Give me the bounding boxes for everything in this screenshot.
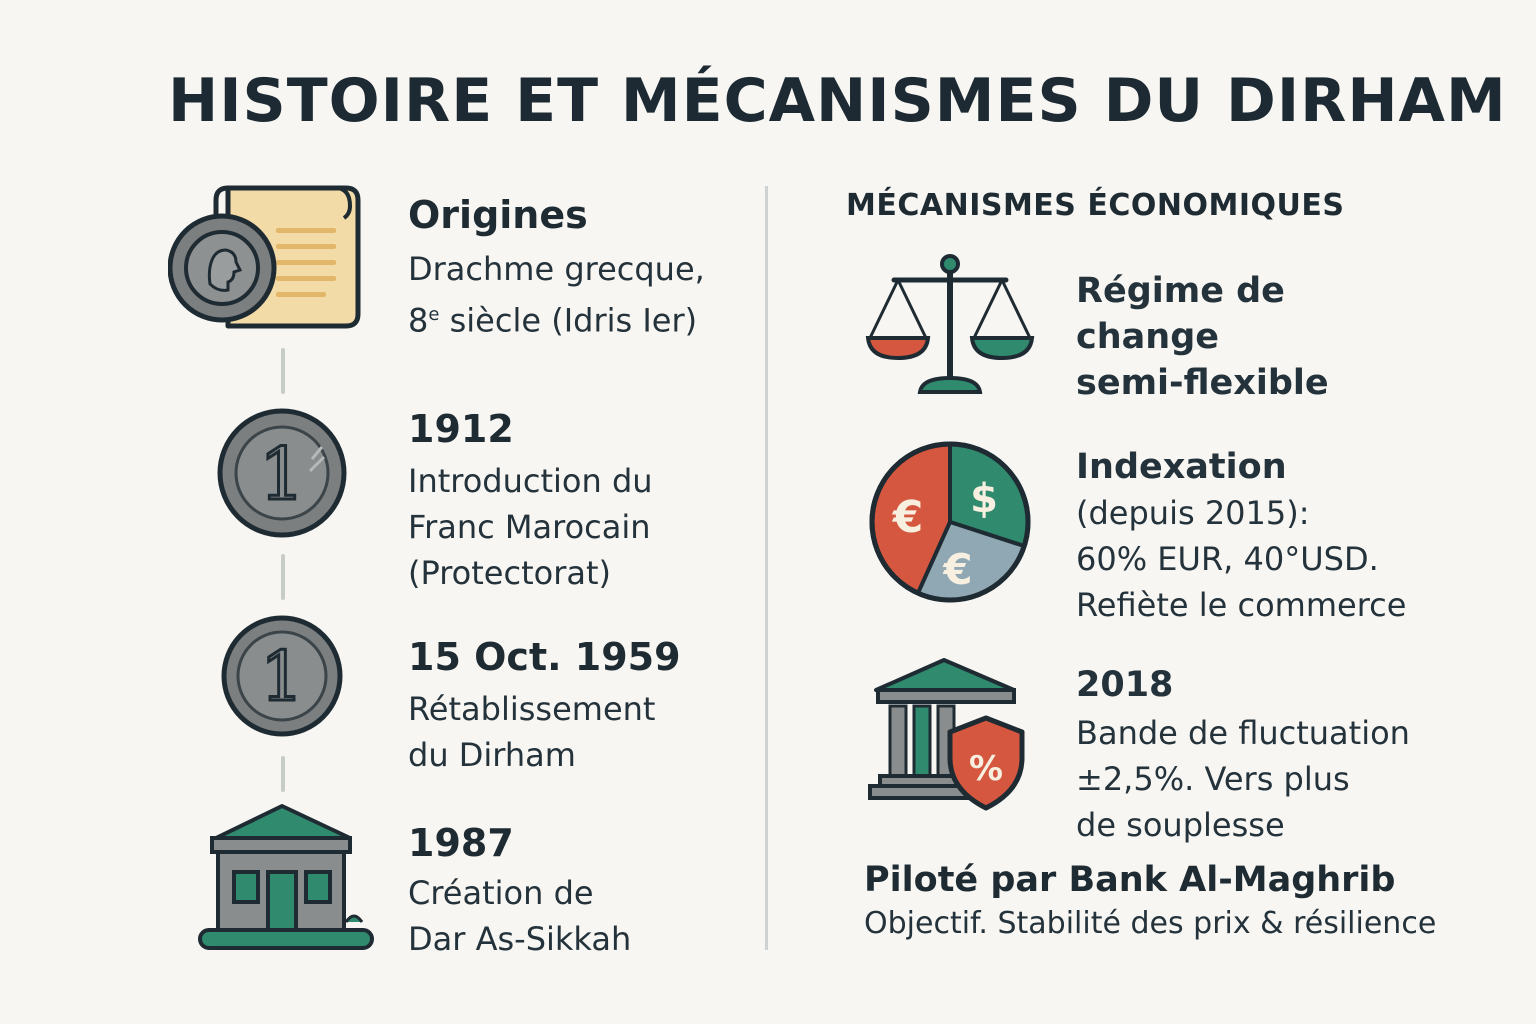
balance-scale-icon (864, 252, 1036, 400)
band-heading: 2018 (1076, 665, 1174, 705)
y1959-line-2: du Dirham (408, 736, 576, 774)
indexation-line-3: Refiète le commerce (1076, 586, 1407, 624)
bank-shield-icon (866, 656, 1028, 812)
y1912-line-1: Introduction du (408, 462, 653, 500)
svg-text:$: $ (970, 476, 998, 522)
mint-building-icon (196, 802, 376, 952)
origins-line-2: 8e siècle (Idris Ier) (408, 301, 698, 340)
svg-text:€: € (943, 545, 973, 594)
regime-line-1: Régime de (1076, 271, 1285, 311)
mechanisms-title: MÉCANISMES ÉCONOMIQUES (846, 188, 1345, 223)
y1987-line-2: Dar As-Sikkah (408, 920, 632, 958)
timeline-connector (281, 348, 285, 394)
y1912-line-3: (Protectorat) (408, 554, 611, 592)
timeline-connector (281, 554, 285, 600)
svg-text:%: % (968, 749, 1004, 789)
currency-pie-icon (868, 440, 1032, 604)
y1959-line-1: Rétablissement (408, 690, 656, 728)
timeline-connector (281, 756, 285, 792)
y1987-heading: 1987 (408, 821, 514, 865)
origins-heading: Origines (408, 193, 588, 237)
y1987-line-1: Création de (408, 874, 594, 912)
svg-text:€: € (892, 492, 924, 543)
pilot-heading: Piloté par Bank Al-Maghrib (864, 860, 1396, 900)
column-divider (765, 186, 768, 950)
band-line-2: ±2,5%. Vers plus (1076, 760, 1350, 798)
y1912-heading: 1912 (408, 407, 514, 451)
indexation-line-1: (depuis 2015): (1076, 494, 1310, 532)
coin-scroll-icon (168, 184, 364, 330)
coin-one-icon (220, 614, 344, 738)
origins-line-1: Drachme grecque, (408, 250, 705, 288)
regime-line-2: change (1076, 317, 1219, 357)
page-title: HISTOIRE ET MÉCANISMES DU DIRHAM (168, 66, 1507, 136)
band-line-1: Bande de fluctuation (1076, 714, 1410, 752)
y1912-line-2: Franc Marocain (408, 508, 651, 546)
regime-line-3: semi-flexible (1076, 363, 1329, 403)
indexation-line-2: 60% EUR, 40°USD. (1076, 540, 1379, 578)
svg-text:1: 1 (259, 432, 305, 516)
indexation-heading: Indexation (1076, 447, 1287, 487)
objective-text: Objectif. Stabilité des prix & résilience (864, 906, 1437, 941)
svg-text:1: 1 (260, 638, 304, 717)
y1959-heading: 15 Oct. 1959 (408, 635, 681, 679)
coin-one-icon (216, 407, 348, 539)
band-line-3: de souplesse (1076, 806, 1285, 844)
